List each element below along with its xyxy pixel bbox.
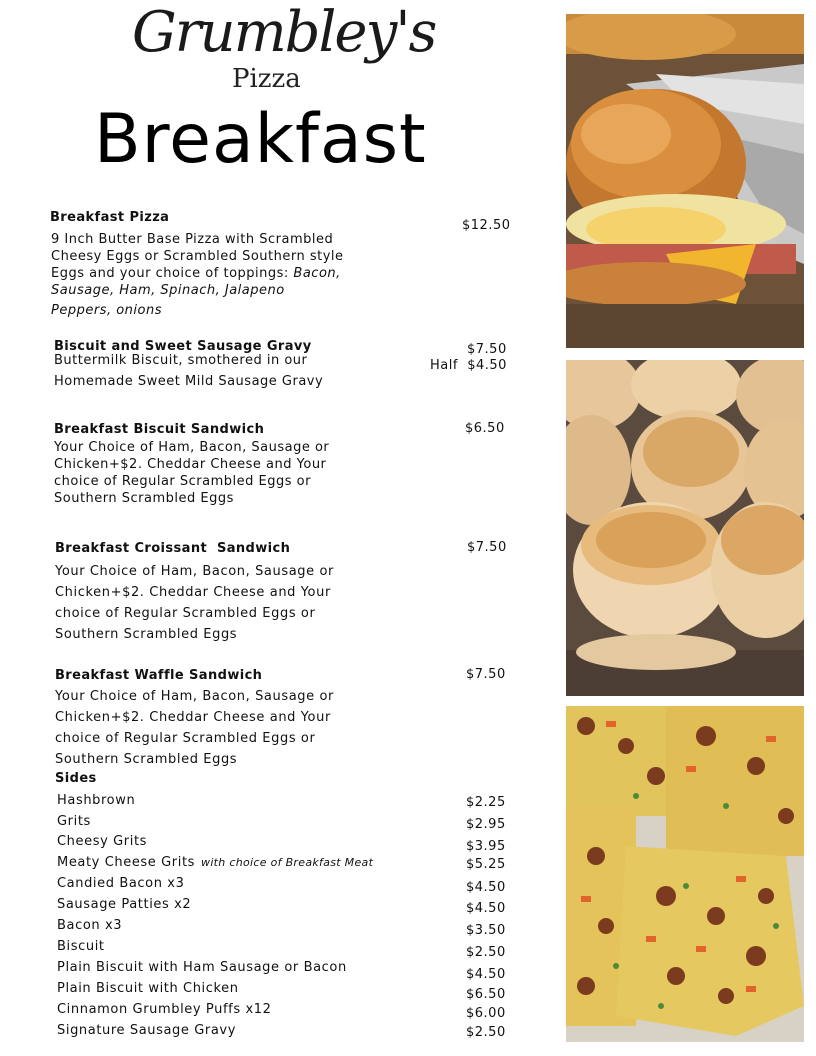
side-item: Grits (57, 814, 91, 829)
side-price: $6.50 (466, 987, 506, 1002)
side-item: Plain Biscuit with Ham Sausage or Bacon (57, 960, 347, 975)
item-desc-breakfast-pizza: 9 Inch Butter Base Pizza with Scrambled Cheesy Eggs or Scrambled Southern style Eggs and your choice of toppings: Bacon, Sausage, Ham, Spinach, Jalapeno Peppers, onions (51, 232, 344, 318)
side-item: Bacon x3 (57, 918, 123, 933)
side-item: Sausage Patties x2 (57, 897, 192, 912)
item-price-waffle-sandwich: $7.50 (466, 667, 506, 682)
side-price: $6.00 (466, 1006, 506, 1021)
item-name-biscuit-gravy: Biscuit and Sweet Sausage Gravy (54, 339, 312, 354)
biscuits-photo (566, 360, 804, 696)
side-item: Cinnamon Grumbley Puffs x12 (57, 1002, 272, 1017)
side-item: Biscuit (57, 939, 105, 954)
side-item: Cheesy Grits (57, 834, 148, 849)
item-desc-croissant-sandwich: Your Choice of Ham, Bacon, Sausage or Chicken+$2. Cheddar Cheese and Your choice of Regular Scrambled Eggs or Southern Scrambled Eggs (55, 564, 334, 642)
item-name-biscuit-sandwich: Breakfast Biscuit Sandwich (54, 422, 265, 437)
page-title: Breakfast (94, 100, 427, 179)
side-item-note: with choice of Breakfast Meat (201, 856, 374, 869)
brand-logo-sub: Pizza (232, 64, 301, 94)
item-desc-biscuit-gravy: Buttermilk Biscuit, smothered in our Homemade Sweet Mild Sausage Gravy (54, 353, 324, 389)
brand-logo: Grumbley's (132, 0, 436, 65)
side-item: Signature Sausage Gravy (57, 1023, 236, 1038)
side-price: $3.50 (466, 923, 506, 938)
side-item: Meaty Cheese Grits with choice of Breakfast Meat (57, 855, 374, 870)
item-price-biscuit-sandwich: $6.50 (465, 421, 505, 436)
side-price: $4.50 (466, 901, 506, 916)
side-price: $2.50 (466, 945, 506, 960)
side-price: $3.95 (466, 839, 506, 854)
item-desc-waffle-sandwich: Your Choice of Ham, Bacon, Sausage or Chicken+$2. Cheddar Cheese and Your choice of Regular Scrambled Eggs or Southern Scrambled Eggs (55, 689, 334, 767)
side-item: Hashbrown (57, 793, 136, 808)
croissant-sandwich-photo (566, 14, 804, 348)
item-price-breakfast-pizza: $12.50 (462, 218, 511, 233)
side-item: Candied Bacon x3 (57, 876, 185, 891)
item-half-price-biscuit-gravy: Half $4.50 (430, 358, 507, 373)
item-name-breakfast-pizza: Breakfast Pizza (50, 210, 170, 225)
item-name-croissant-sandwich: Breakfast Croissant Sandwich (55, 541, 291, 556)
item-desc-biscuit-sandwich: Your Choice of Ham, Bacon, Sausage or Chicken+$2. Cheddar Cheese and Your choice of Regular Scrambled Eggs or Southern Scrambled Eggs (54, 440, 330, 506)
breakfast-pizza-photo (566, 706, 804, 1042)
item-price-biscuit-gravy: $7.50 (467, 342, 507, 357)
side-price: $2.50 (466, 1025, 506, 1040)
side-item: Plain Biscuit with Chicken (57, 981, 239, 996)
side-price: $4.50 (466, 967, 506, 982)
side-price: $2.95 (466, 817, 506, 832)
side-price: $5.25 (466, 857, 506, 872)
item-price-croissant-sandwich: $7.50 (467, 540, 507, 555)
side-price: $2.25 (466, 795, 506, 810)
side-price: $4.50 (466, 880, 506, 895)
item-name-waffle-sandwich: Breakfast Waffle Sandwich (55, 668, 263, 683)
sides-heading: Sides (55, 771, 97, 786)
